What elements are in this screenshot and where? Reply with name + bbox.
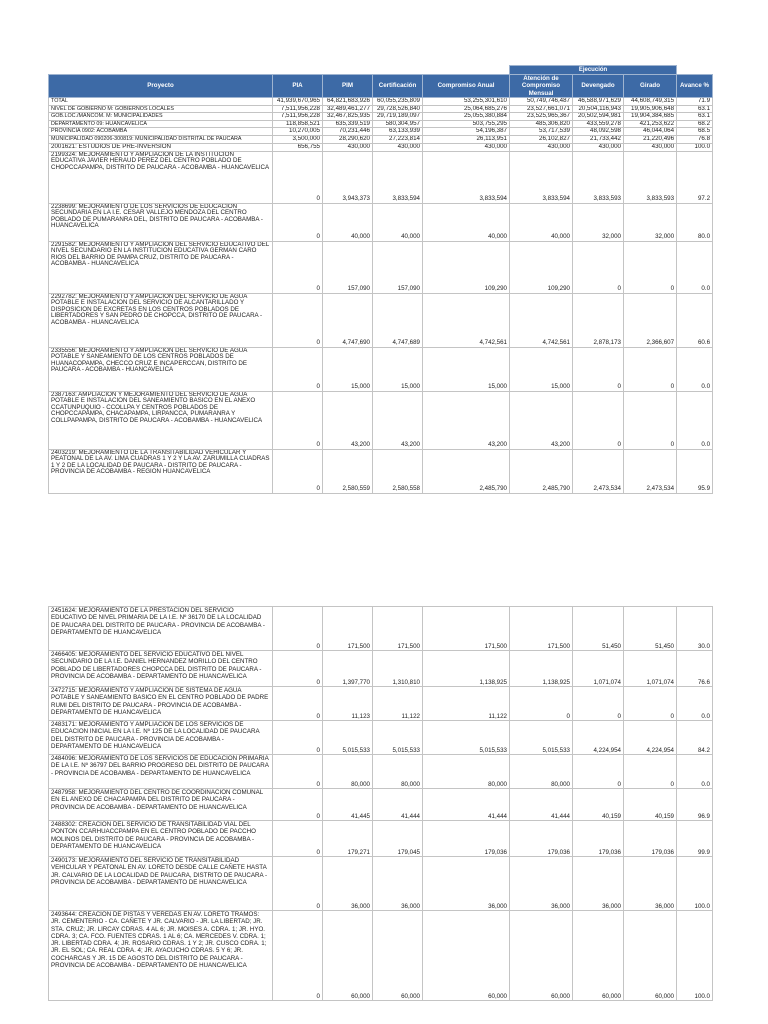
certificacion-cell: 36,000 [373,857,423,911]
project-name: 2238699: MEJORAMIENTO DE LOS SERVICIOS DE EDUCACION SECUNDARIA EN LA I.E. CESAR VALLEJO MENDOZA DEL CENTRO POBLADO DE PUMARANRA DEL, DISTRITO DE PAUCARA - ACOBAMBA - HUANCAVELICA [49,203,273,241]
girado-cell: 3,833,593 [624,151,677,203]
certificacion-cell: 157,090 [373,241,423,293]
avance-cell: 60.6 [677,293,713,347]
devengado-cell: 20,504,116,943 [573,105,624,113]
devengado-cell: 433,559,278 [573,120,624,128]
project-name: 2484096: MEJORAMIENTO DE LOS SERVICIOS DE EDUCACION PRIMARIA DE LA I.E. Nº 36797 DEL BARRIO PROGRESO DEL DISTRITO DE PAUCARA - PROVINCIA DE ACOBAMBA - DEPARTAMENTO DE HUANCAVELICA [49,755,273,789]
pia-cell: 0 [273,821,323,857]
project-name: 2493644: CREACION DE PISTAS Y VEREDAS EN AV. LORETO TRAMOS: JR. CEMENTERIO - CA. CAÑETE Y JR. CALVARIO - JR. LA LIBERTAD; JR. STA. CRUZ; JR. LIRCAY CDRAS. 4 AL 6; JR. MOISES A. CDRA. 1; JR. HYO. CDRA. 3; CA. FCO. FUENTES CDRAS. 1 AL 6; CA. MERCEDES V. CDRA. 1; JR. LIBERTAD CDRA. 4; JR. ROSARIO CDRAS. 1 Y 2; JR. CUSCO CDRA. 1; JR. EL SOL; CA. REAL CDRA. 4; JR. AYACUCHO CDRAS. 5 Y 6; JR. COCHARCAS Y JR. 15 DE AGOSTO DEL DISTRITO DE PAUCARA - PROVINCIA DE ACOBAMBA - DEPARTAMENTO DE HUANCAVELICA [49,911,273,1001]
table-row [49,821,713,857]
devengado-cell: 20,502,594,981 [573,113,624,121]
girado-cell: 0 [624,391,677,449]
atencion-cell: 15,000 [510,347,573,391]
pia-cell: 0 [273,241,323,293]
project-name: 2483171: MEJORAMIENTO Y AMPLIACION DE LOS SERVICIOS DE EDUCACION INICIAL EN LA I.E. Nº 125 DE LA LOCALIDAD DE PAUCARA DEL DISTRITO DE PAUCARA - PROVINCIA DE ACOBAMBA - DEPARTAMENTO DE HUANCAVELICA [49,721,273,755]
pim-cell: 60,000 [323,911,373,1001]
compromiso-anual-cell: 15,000 [423,347,510,391]
girado-cell: 4,224,954 [624,721,677,755]
table-row [49,755,713,789]
girado-cell: 430,000 [624,143,677,151]
project-name: 2466405: MEJORAMIENTO DEL SERVICIO EDUCATIVO DEL NIVEL SECUNDARIO DE LA I.E. DANIEL HERNANDEZ MORILLO DEL CENTRO POBLADO DE LIBERTADORES CHOPCCA DEL DISTRITO DE PAUCARA - PROVINCIA DE ACOBAMBA - DEPARTAMENTO DE HUANCAVELICA [49,651,273,687]
summary-row [49,128,713,136]
pia-cell: 0 [273,721,323,755]
project-name: 2487958: MEJORAMIENTO DEL CENTRO DE COORDINACION COMUNAL EN EL ANEXO DE CHACAPAMPA DEL DISTRITO DE PAUCARA - PROVINCIA DE ACOBAMBA - DEPARTAMENTO DE HUANCAVELICA [49,789,273,821]
compromiso-anual-cell: 430,000 [423,143,510,151]
atencion-cell: 2,485,790 [510,449,573,493]
project-name: 2291582: MEJORAMIENTO Y AMPLIACION DEL SERVICIO EDUCATIVO DEL NIVEL SECUNDARIO EN LA INSTITUCION EDUCATIVA GERMAN CARO RIOS DEL BARRIO DE PAMPA CRUZ, DISTRITO DE PAUCARA - ACOBAMBA - HUANCAVELICA [49,241,273,293]
atencion-cell: 430,000 [510,143,573,151]
compromiso-anual-cell: 5,015,533 [423,721,510,755]
avance-cell: 30.0 [677,607,713,651]
pia-cell: 0 [273,347,323,391]
certificacion-cell: 1,310,810 [373,651,423,687]
avance-cell: 100.0 [677,143,713,151]
compromiso-anual-cell: 171,500 [423,607,510,651]
project-name: 2403219: MEJORAMIENTO DE LA TRANSITABILIDAD VEHICULAR Y PEATONAL DE LA AV. LIMA CUADRAS 1 Y 2 Y LA AV. ZARUMILLA CUADRAS 1 Y 2 DE LA LOCALIDAD DE PAUCARA - DISTRITO DE PAUCARA - PROVINCIA DE ACOBAMBA - REGION HUANCAVELICA [49,449,273,493]
certificacion-cell: 3,833,594 [373,151,423,203]
girado-cell: 32,000 [624,203,677,241]
avance-cell: 63.1 [677,105,713,113]
devengado-cell: 21,733,442 [573,135,624,143]
pim-cell: 4,747,690 [323,293,373,347]
compromiso-anual-cell: 54,196,387 [423,128,510,136]
certificacion-cell: 2,580,558 [373,449,423,493]
atencion-cell: 109,290 [510,241,573,293]
pim-cell: 430,000 [323,143,373,151]
project-name: 2451624: MEJORAMIENTO DE LA PRESTACION DEL SERVICIO EDUCATIVO DE NIVEL PRIMARIA DE LA I.E. Nº 36170 DE LA LOCALIDAD DE PAUCARA DEL DISTRITO DE PAUCARA - PROVINCIA DE ACOBAMBA - DEPARTAMENTO DE HUANCAVELICA [49,607,273,651]
pia-cell: 0 [273,755,323,789]
avance-cell: 0.0 [677,755,713,789]
summary-row [49,120,713,128]
pia-cell: 0 [273,151,323,203]
table-row [49,449,713,493]
pim-cell: 171,500 [323,607,373,651]
pia-cell: 0 [273,293,323,347]
atencion-cell: 80,000 [510,755,573,789]
devengado-cell: 0 [573,347,624,391]
pim-cell: 11,123 [323,687,373,721]
atencion-cell: 26,102,827 [510,135,573,143]
girado-cell: 0 [624,347,677,391]
pim-cell: 28,290,620 [323,135,373,143]
atencion-cell: 23,527,661,071 [510,105,573,113]
pim-cell: 179,271 [323,821,373,857]
avance-cell: 0.0 [677,687,713,721]
certificacion-cell: 29,728,526,840 [373,105,423,113]
atencion-cell: 53,717,539 [510,128,573,136]
table-row [49,607,713,651]
avance-cell: 100.0 [677,911,713,1001]
girado-cell: 179,036 [624,821,677,857]
atencion-cell: 23,525,965,367 [510,113,573,121]
certificacion-header: Certificación [373,75,423,98]
project-name: 2199324: MEJORAMIENTO Y AMPLIACION DE LA INSTITUCION EDUCATIVA JAVIER HERAUD PEREZ DEL CENTRO POBLADO DE CHOPCCAPAMPA, DISTRITO DE PAUCARA - ACOBAMBA - HUANCAVELICA [49,151,273,203]
girado-cell: 44,608,749,315 [624,98,677,106]
girado-cell: 421,253,622 [624,120,677,128]
girado-cell: 2,366,607 [624,293,677,347]
pia-cell: 0 [273,203,323,241]
avance-cell: 63.1 [677,113,713,121]
table-row [49,687,713,721]
devengado-cell: 36,000 [573,857,624,911]
pia-cell: 7,511,956,228 [273,105,323,113]
ejecucion-header: Ejecución [510,66,677,75]
atencion-cell: 3,833,594 [510,151,573,203]
pia-cell: 3,500,000 [273,135,323,143]
certificacion-cell: 430,000 [373,143,423,151]
devengado-cell: 46,588,971,629 [573,98,624,106]
summary-row [49,105,713,113]
certificacion-cell: 63,133,939 [373,128,423,136]
pia-cell: 0 [273,857,323,911]
atencion-cell: 40,000 [510,203,573,241]
avance-cell: 76.8 [677,135,713,143]
pia-cell: 41,939,670,965 [273,98,323,106]
projects-page2 [49,607,713,1001]
compromiso-anual-cell: 53,255,301,610 [423,98,510,106]
summary-label: NIVEL DE GOBIERNO M: GOBIERNOS LOCALES [49,105,273,113]
devengado-cell: 4,224,954 [573,721,624,755]
table-row [49,789,713,821]
girado-cell: 1,071,074 [624,651,677,687]
certificacion-cell: 41,444 [373,789,423,821]
pim-cell: 2,580,559 [323,449,373,493]
summary-row [49,135,713,143]
devengado-cell: 0 [573,755,624,789]
avance-header: Avance % [677,75,713,98]
summary-row [49,98,713,106]
girado-cell: 0 [624,755,677,789]
avance-cell: 80.0 [677,203,713,241]
compromiso-anual-cell: 11,122 [423,687,510,721]
pim-cell: 64,821,683,926 [323,98,373,106]
atencion-cell: 43,200 [510,391,573,449]
girado-header: Girado [624,75,677,98]
devengado-cell: 51,450 [573,607,624,651]
certificacion-cell: 43,200 [373,391,423,449]
girado-cell: 60,000 [624,911,677,1001]
devengado-cell: 0 [573,687,624,721]
girado-cell: 46,044,064 [624,128,677,136]
pim-cell: 32,467,825,935 [323,113,373,121]
pia-cell: 0 [273,449,323,493]
avance-cell: 96.9 [677,789,713,821]
compromiso-anual-cell: 25,055,380,884 [423,113,510,121]
column-header [49,66,713,98]
pim-cell: 36,000 [323,857,373,911]
project-name: 2488302: CREACION DEL SERVICIO DE TRANSITABILIDAD VIAL DEL PONTON CCARHUACCPAMPA EN EL CENTRO POBLADO DE PACCHO MOLINOS DEL DISTRITO DE PAUCARA - PROVINCIA DE ACOBAMBA - DEPARTAMENTO DE HUANCAVELICA [49,821,273,857]
compromiso-anual-cell: 26,113,951 [423,135,510,143]
compromiso-anual-cell: 503,755,295 [423,120,510,128]
table-row [49,651,713,687]
pia-cell: 0 [273,391,323,449]
atencion-compromiso-header: Atención de Compromiso Mensual [510,75,573,98]
summary-label: DEPARTAMENTO 09: HUANCAVELICA [49,120,273,128]
compromiso-anual-cell: 43,200 [423,391,510,449]
compromiso-anual-cell: 40,000 [423,203,510,241]
pim-cell: 80,000 [323,755,373,789]
compromiso-anual-cell: 3,833,594 [423,151,510,203]
table-row [49,143,713,151]
atencion-cell: 5,015,533 [510,721,573,755]
avance-cell: 76.6 [677,651,713,687]
devengado-cell: 40,159 [573,789,624,821]
compromiso-anual-header: Compromiso Anual [423,75,510,98]
certificacion-cell: 5,015,533 [373,721,423,755]
table-row [49,293,713,347]
compromiso-anual-cell: 109,290 [423,241,510,293]
certificacion-cell: 40,000 [373,203,423,241]
atencion-cell: 36,000 [510,857,573,911]
table-row [49,347,713,391]
pim-cell: 70,231,446 [323,128,373,136]
pim-cell: 5,015,533 [323,721,373,755]
certificacion-cell: 60,055,235,809 [373,98,423,106]
atencion-cell: 171,500 [510,607,573,651]
pia-cell: 0 [273,687,323,721]
summary-rows [49,98,713,144]
devengado-cell: 3,833,593 [573,151,624,203]
pim-cell: 3,943,373 [323,151,373,203]
certificacion-cell: 4,747,689 [373,293,423,347]
summary-label: MUNICIPALIDAD 090206-300819: MUNICIPALIDAD DISTRITAL DE PAUCARA [49,135,273,143]
pim-cell: 1,397,770 [323,651,373,687]
pim-cell: 15,000 [323,347,373,391]
project-name: 2490173: MEJORAMIENTO DEL SERVICIO DE TRANSITABILIDAD VEHICULAR Y PEATONAL EN AV. LORETO DESDE CALLE CAÑETE HASTA JR. CALVARIO DE LA LOCALIDAD DE PAUCARA, DISTRITO DE PAUCARA - PROVINCIA DE ACOBAMBA - DEPARTAMENTO DE HUANCAVELICA [49,857,273,911]
avance-cell: 68.2 [677,120,713,128]
girado-cell: 40,159 [624,789,677,821]
project-name: 2387163: AMPLIACION Y MEJORAMIENTO DEL SERVICIO DE AGUA POTABLE E INSTALACION DEL SANEAMIENTO BASICO EN EL ANEXO CCATUNPUQUIO - CCOLLPA Y CENTROS POBLADOS DE CHOPCCAPAMPA, CHACAPAMPA, LIRPANCCA, PUMARANRA Y COLLPAPAMPA, DISTRITO DE PAUCARA - ACOBAMBA - HUANCAVELICA [49,391,273,449]
atencion-cell: 485,306,820 [510,120,573,128]
compromiso-anual-cell: 60,000 [423,911,510,1001]
atencion-cell: 1,138,925 [510,651,573,687]
certificacion-cell: 80,000 [373,755,423,789]
atencion-cell: 60,000 [510,911,573,1001]
devengado-cell: 0 [573,391,624,449]
compromiso-anual-cell: 2,485,790 [423,449,510,493]
atencion-cell: 50,749,746,487 [510,98,573,106]
certificacion-cell: 29,719,189,097 [373,113,423,121]
summary-label: PROVINCIA 0902: ACOBAMBA [49,128,273,136]
pim-header: PIM [323,75,373,98]
pia-cell: 0 [273,607,323,651]
avance-cell: 100.0 [677,857,713,911]
proyecto-header: Proyecto [49,75,273,98]
girado-cell: 19,905,906,648 [624,105,677,113]
certificacion-cell: 11,122 [373,687,423,721]
pia-cell: 656,755 [273,143,323,151]
avance-cell: 99.9 [677,821,713,857]
avance-cell: 84.2 [677,721,713,755]
avance-cell: 97.2 [677,151,713,203]
pia-cell: 7,511,956,228 [273,113,323,121]
compromiso-anual-cell: 179,036 [423,821,510,857]
pim-cell: 157,090 [323,241,373,293]
project-name: 2001621: ESTUDIOS DE PRE-INVERSION [49,143,273,151]
compromiso-anual-cell: 36,000 [423,857,510,911]
atencion-cell: 0 [510,687,573,721]
compromiso-anual-cell: 25,064,685,276 [423,105,510,113]
budget-table-bottom [48,606,713,1001]
project-name: 2292782: MEJORAMIENTO Y AMPLIACION DEL SERVICIO DE AGUA POTABLE E INSTALACION DEL SERVICIO DE ALCANTARILLADO Y DISPOSICION DE EXCRETAS EN LOS CENTROS POBLADOS DE LIBERTADORES Y SAN PEDRO DE CHOPCCA, DISTRITO DE PAUCARA - ACOBAMBA - HUANCAVELICA [49,293,273,347]
avance-cell: 0.0 [677,241,713,293]
atencion-cell: 4,742,561 [510,293,573,347]
devengado-cell: 0 [573,241,624,293]
girado-cell: 36,000 [624,857,677,911]
projects-page1 [49,143,713,493]
avance-cell: 71.9 [677,98,713,106]
certificacion-cell: 179,045 [373,821,423,857]
summary-label: TOTAL [49,98,273,106]
compromiso-anual-cell: 41,444 [423,789,510,821]
pim-cell: 41,445 [323,789,373,821]
certificacion-cell: 580,304,957 [373,120,423,128]
table-row [49,241,713,293]
table-row [49,721,713,755]
girado-cell: 2,473,534 [624,449,677,493]
girado-cell: 51,450 [624,607,677,651]
pia-cell: 0 [273,911,323,1001]
pim-cell: 32,489,461,277 [323,105,373,113]
table-row [49,911,713,1001]
budget-table-top [48,65,713,494]
pia-cell: 0 [273,651,323,687]
devengado-cell: 2,878,173 [573,293,624,347]
project-name: 2472715: MEJORAMIENTO Y AMPLIACION DE SISTEMA DE AGUA POTABLE Y SANEAMIENTO BASICO EN EL CENTRO POBLADO DE PADRE RUMI DEL DISTRITO DE PAUCARA - PROVINCIA DE ACOBAMBA - DEPARTAMENTO DE HUANCAVELICA [49,687,273,721]
devengado-header: Devengado [573,75,624,98]
compromiso-anual-cell: 4,742,561 [423,293,510,347]
pia-cell: 118,858,521 [273,120,323,128]
pia-cell: 0 [273,789,323,821]
avance-cell: 68.5 [677,128,713,136]
devengado-cell: 48,092,598 [573,128,624,136]
pim-cell: 40,000 [323,203,373,241]
avance-cell: 0.0 [677,391,713,449]
girado-cell: 21,220,496 [624,135,677,143]
table-row [49,391,713,449]
certificacion-cell: 60,000 [373,911,423,1001]
avance-cell: 0.0 [677,347,713,391]
atencion-cell: 179,036 [510,821,573,857]
girado-cell: 0 [624,241,677,293]
girado-cell: 0 [624,687,677,721]
compromiso-anual-cell: 1,138,925 [423,651,510,687]
summary-label: GOB.LOC./MANCOM. M: MUNICIPALIDADES [49,113,273,121]
devengado-cell: 32,000 [573,203,624,241]
girado-cell: 19,904,384,685 [624,113,677,121]
certificacion-cell: 27,223,814 [373,135,423,143]
devengado-cell: 1,071,074 [573,651,624,687]
devengado-cell: 179,036 [573,821,624,857]
devengado-cell: 60,000 [573,911,624,1001]
table-row [49,203,713,241]
pia-cell: 10,270,005 [273,128,323,136]
summary-row [49,113,713,121]
atencion-cell: 41,444 [510,789,573,821]
devengado-cell: 430,000 [573,143,624,151]
pim-cell: 635,339,519 [323,120,373,128]
avance-cell: 95.9 [677,449,713,493]
certificacion-cell: 171,500 [373,607,423,651]
pia-header: PIA [273,75,323,98]
table-row [49,151,713,203]
devengado-cell: 2,473,534 [573,449,624,493]
project-name: 2335556: MEJORAMIENTO Y AMPLIACION DEL SERVICIO DE AGUA POTABLE Y SANEAMIENTO DE LOS CENTROS POBLADOS DE HUANACOPAMPA, CHECCO CRUZ E INCAPERCCAN, DISTRITO DE PAUCARA - ACOBAMBA - HUANCAVELICA [49,347,273,391]
table-row [49,857,713,911]
certificacion-cell: 15,000 [373,347,423,391]
pim-cell: 43,200 [323,391,373,449]
compromiso-anual-cell: 80,000 [423,755,510,789]
